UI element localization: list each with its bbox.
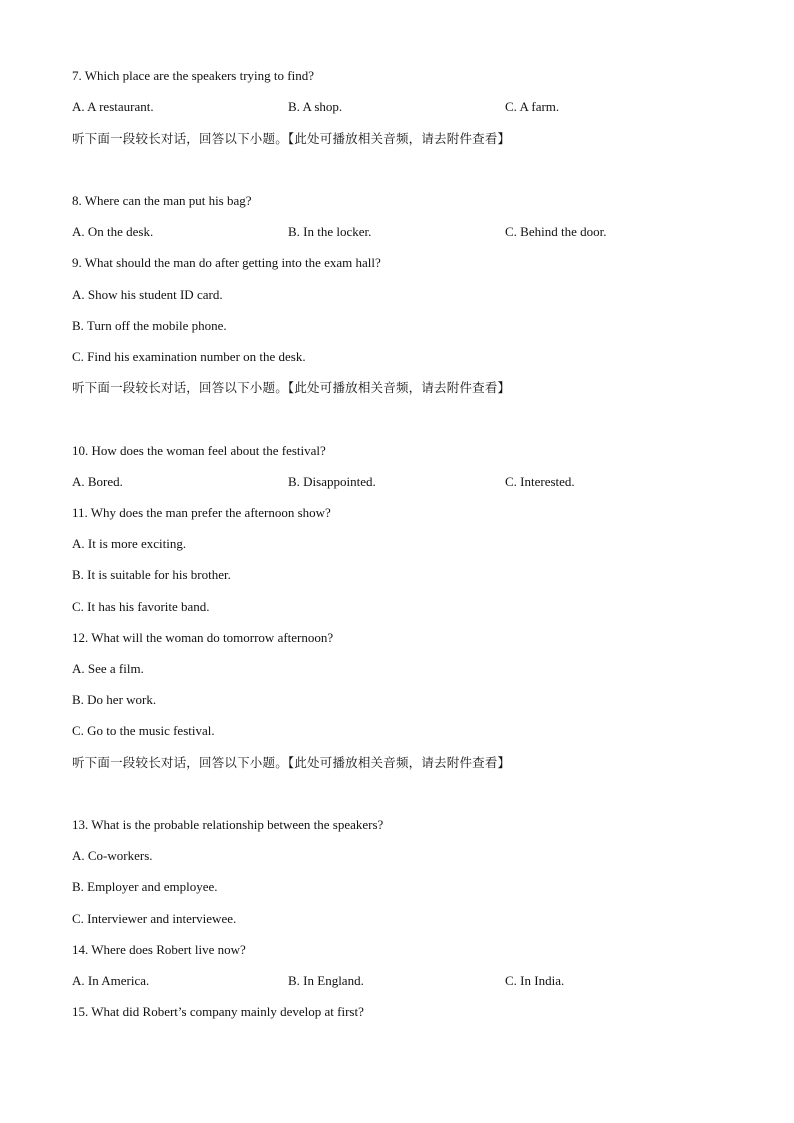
question-7: 7. Which place are the speakers trying to find? <box>72 68 314 83</box>
question-12-option-a: A. See a film. <box>72 661 144 676</box>
question-7-options <box>72 99 722 115</box>
question-8-option-b: B. In the locker. <box>288 224 372 239</box>
question-7-option-a: A. A restaurant. <box>72 99 154 114</box>
question-13: 13. What is the probable relationship between the speakers? <box>72 817 384 832</box>
question-12-option-b: B. Do her work. <box>72 692 157 707</box>
question-9: 9. What should the man do after getting into the exam hall? <box>72 255 381 270</box>
audio-instruction-3: 听下面一段较长对话，回答以下小题。【此处可播放相关音频，请去附件查看】 <box>72 755 511 770</box>
question-8-option-a: A. On the desk. <box>72 224 154 239</box>
question-14-option-a: A. In America. <box>72 973 150 988</box>
question-14-option-c: C. In India. <box>505 973 565 988</box>
question-13-option-c: C. Interviewer and interviewee. <box>72 911 237 926</box>
question-14-option-b: B. In England. <box>288 973 364 988</box>
question-11-option-c: C. It has his favorite band. <box>72 599 210 614</box>
question-8-option-c: C. Behind the door. <box>505 224 607 239</box>
question-7-option-b: B. A shop. <box>288 99 343 114</box>
question-9-option-a: A. Show his student ID card. <box>72 287 223 302</box>
question-14: 14. Where does Robert live now? <box>72 942 246 957</box>
question-10-option-b: B. Disappointed. <box>288 474 376 489</box>
question-11-option-b: B. It is suitable for his brother. <box>72 567 231 582</box>
audio-instruction-1: 听下面一段较长对话，回答以下小题。【此处可播放相关音频，请去附件查看】 <box>72 131 511 146</box>
question-7-option-c: C. A farm. <box>505 99 560 114</box>
question-10-option-c: C. Interested. <box>505 474 575 489</box>
question-13-option-b: B. Employer and employee. <box>72 879 218 894</box>
question-8: 8. Where can the man put his bag? <box>72 193 252 208</box>
question-10-options <box>72 474 722 490</box>
question-10-option-a: A. Bored. <box>72 474 123 489</box>
question-9-option-b: B. Turn off the mobile phone. <box>72 318 227 333</box>
question-11-option-a: A. It is more exciting. <box>72 536 187 551</box>
audio-instruction-2: 听下面一段较长对话，回答以下小题。【此处可播放相关音频，请去附件查看】 <box>72 380 511 395</box>
question-8-options <box>72 224 722 240</box>
question-13-option-a: A. Co-workers. <box>72 848 153 863</box>
question-14-options <box>72 973 722 989</box>
question-10: 10. How does the woman feel about the festival? <box>72 443 326 458</box>
question-12: 12. What will the woman do tomorrow afternoon? <box>72 630 334 645</box>
question-12-option-c: C. Go to the music festival. <box>72 723 215 738</box>
question-11: 11. Why does the man prefer the afternoon show? <box>72 505 331 520</box>
question-9-option-c: C. Find his examination number on the desk. <box>72 349 306 364</box>
question-15: 15. What did Robert’s company mainly develop at first? <box>72 1004 364 1019</box>
